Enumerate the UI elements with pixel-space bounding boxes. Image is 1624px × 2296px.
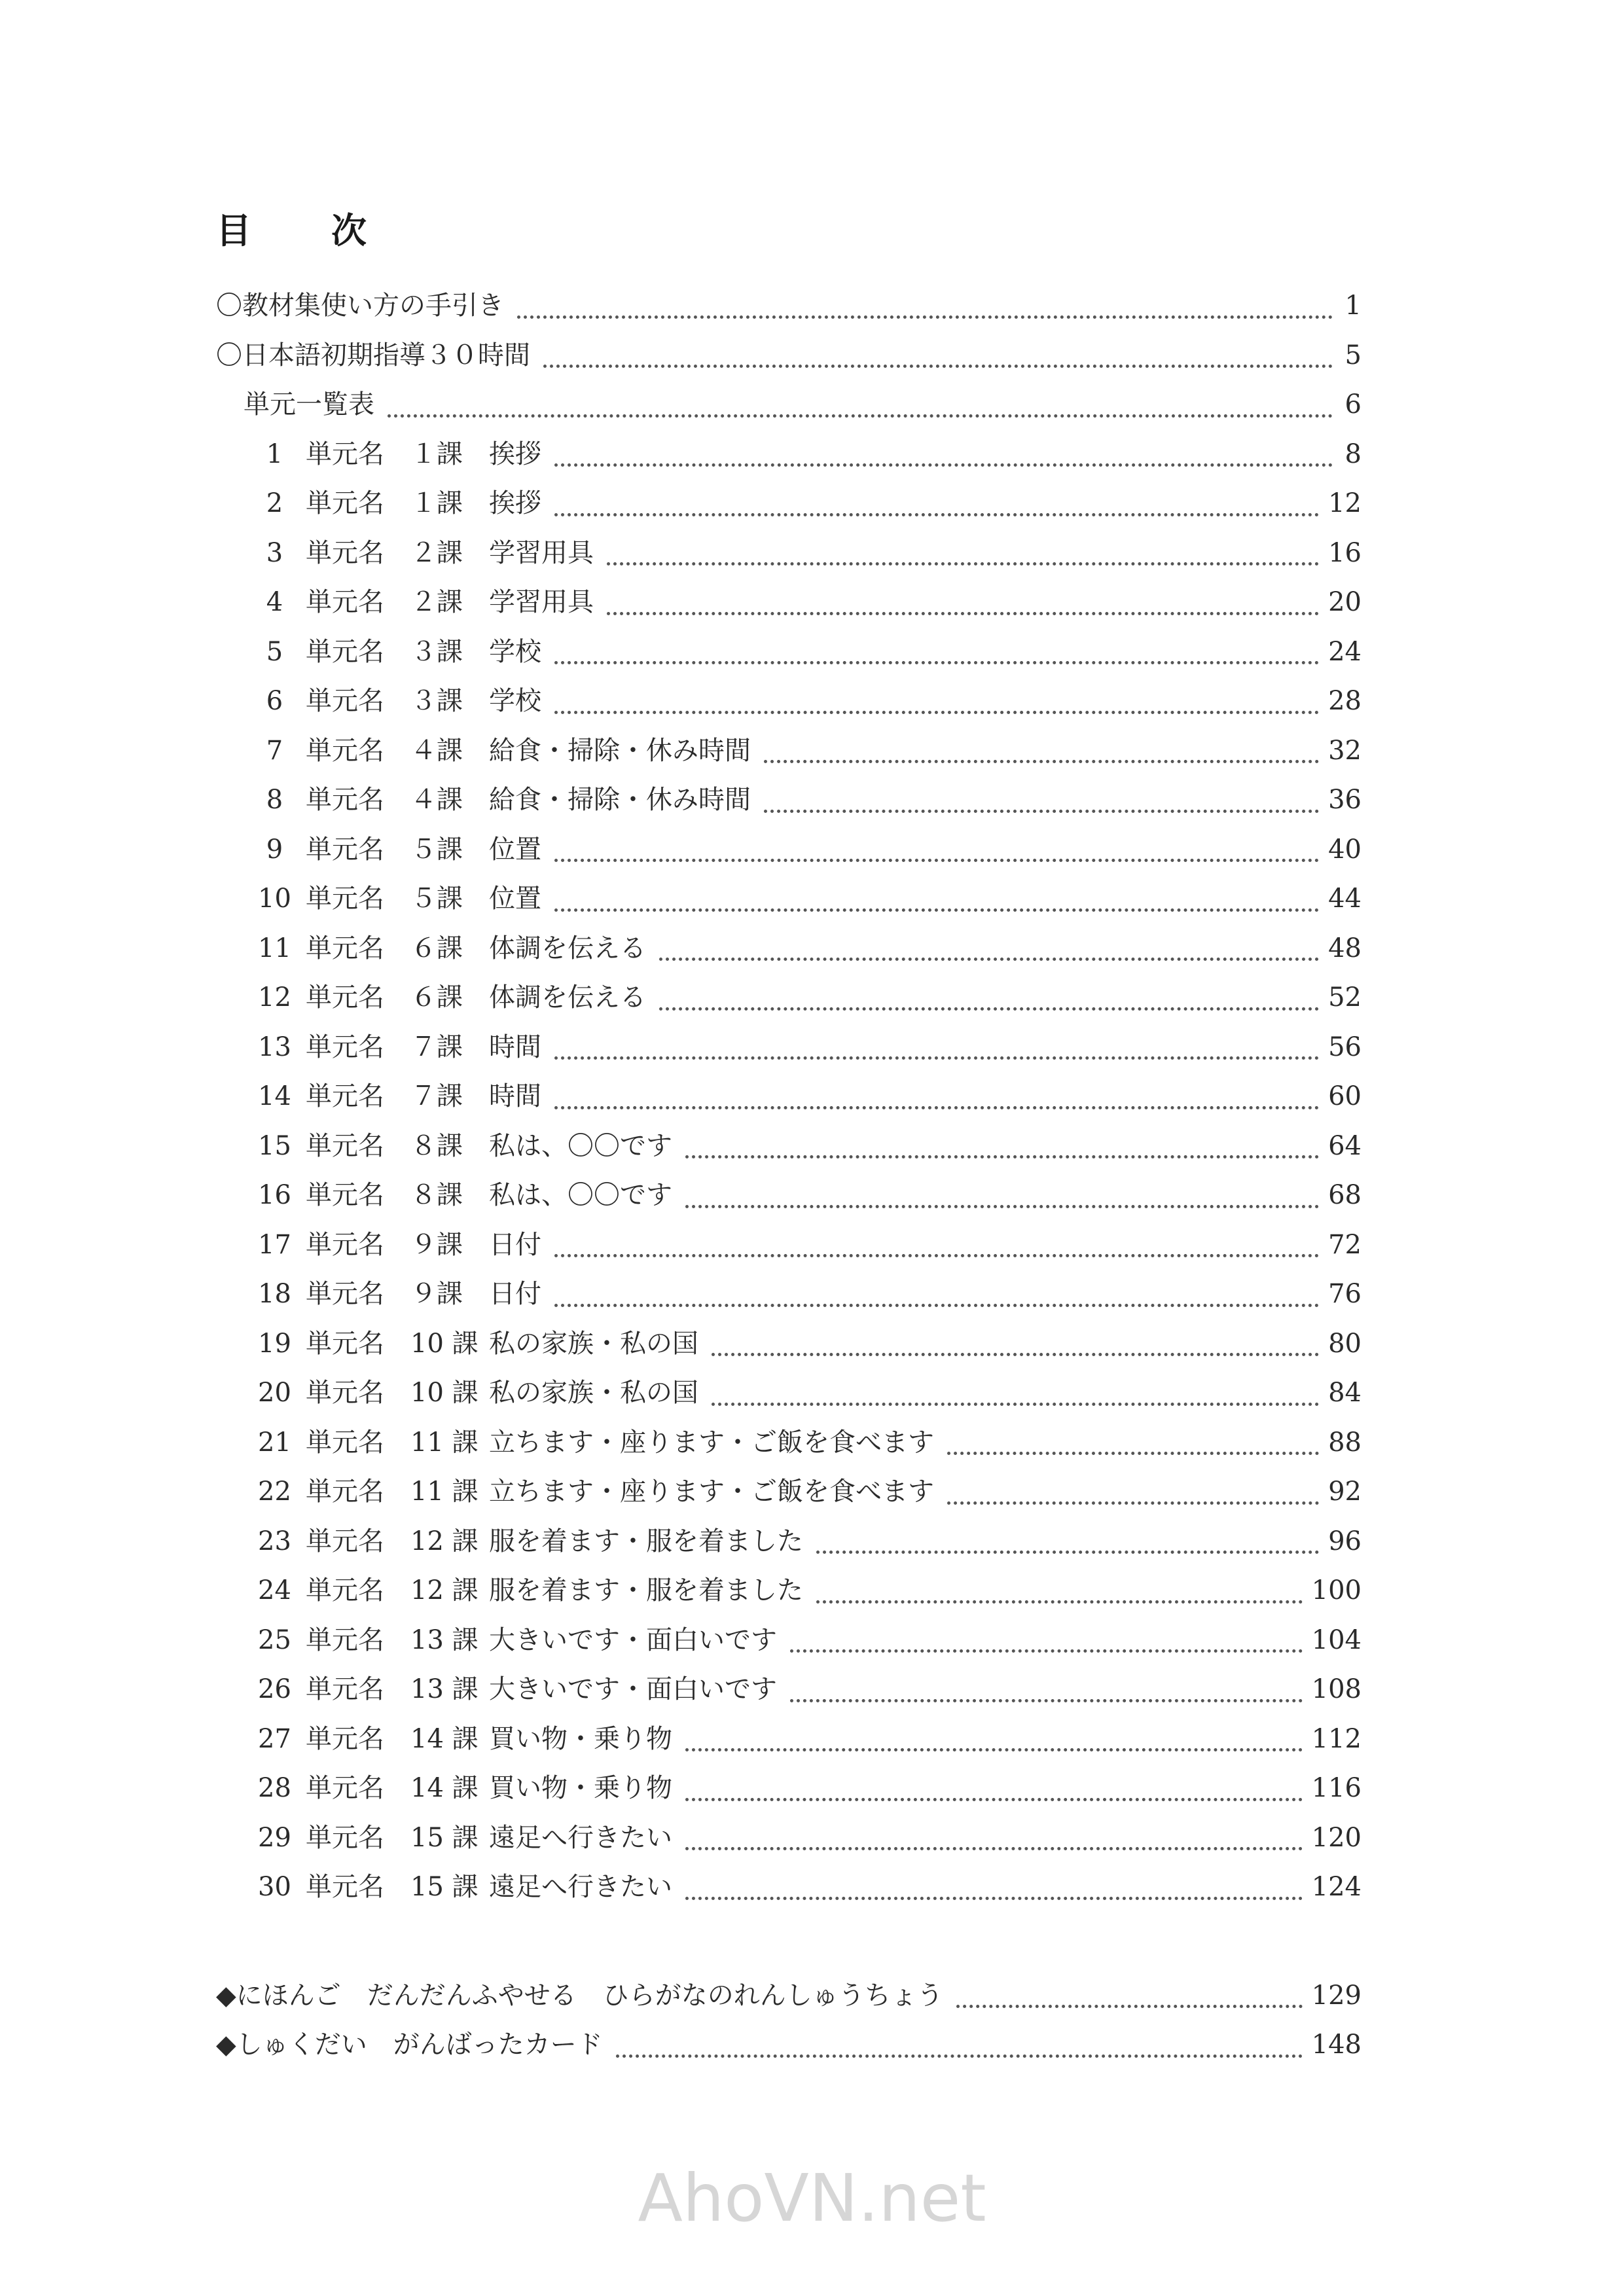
toc-page-number: 116	[1311, 1773, 1362, 1803]
lesson-label: 15 課	[410, 1872, 478, 1902]
watermark: AhoVN.net	[638, 2160, 986, 2236]
lesson-topic: 学習用具	[489, 537, 594, 568]
toc-entry-text: ◆にほんご だんだんふやせる ひらがなのれんしゅうちょう	[216, 1980, 943, 2011]
toc-page-number: 96	[1328, 1526, 1362, 1556]
toc-page-number: 88	[1328, 1427, 1362, 1458]
dot-leader	[685, 1798, 1303, 1801]
toc-page-number: 20	[1328, 587, 1362, 617]
lesson-label: ６課	[410, 933, 463, 963]
dot-leader	[764, 810, 1319, 813]
lesson-row[interactable]	[216, 1125, 1362, 1175]
toc-entry-homework-card[interactable]	[216, 2024, 1362, 2073]
toc-page-number: 12	[1328, 488, 1362, 518]
unit-label: 単元名	[306, 636, 384, 667]
lesson-topic: 服を着ます・服を着ました	[489, 1526, 803, 1556]
lesson-topic: 学校	[489, 636, 541, 667]
toc-page-number: 104	[1311, 1624, 1362, 1655]
toc-page-number: 129	[1311, 1980, 1362, 2011]
lesson-label: 11 課	[410, 1427, 478, 1458]
lesson-label: 10 課	[410, 1378, 478, 1408]
lesson-topic: 大きいです・面白いです	[489, 1624, 777, 1655]
lesson-list	[216, 433, 1362, 1916]
toc-page-number: 108	[1311, 1674, 1362, 1704]
dot-leader	[685, 1205, 1319, 1208]
lesson-number: 25	[258, 1624, 291, 1655]
lesson-label: ９課	[410, 1279, 463, 1309]
unit-label: 単元名	[306, 1180, 384, 1210]
lesson-number: 14	[258, 1081, 291, 1111]
lesson-number: 22	[258, 1477, 291, 1507]
lesson-topic: 立ちます・座ります・ご飯を食べます	[489, 1427, 934, 1458]
lesson-row[interactable]	[216, 1718, 1362, 1768]
lesson-topic: 位置	[489, 834, 541, 865]
unit-label: 単元名	[306, 1575, 384, 1605]
lesson-number: 4	[266, 587, 283, 617]
toc-page-number: 8	[1344, 439, 1362, 469]
lesson-topic: 位置	[489, 884, 541, 914]
dot-leader	[554, 513, 1319, 516]
lesson-label: ３課	[410, 686, 463, 716]
lesson-topic: 遠足へ行きたい	[489, 1872, 672, 1902]
lesson-row[interactable]	[216, 927, 1362, 977]
lesson-row[interactable]	[216, 482, 1362, 532]
toc-entry-text: ◆しゅくだい がんばったカード	[216, 2030, 603, 2060]
lesson-topic: 私は、〇〇です	[489, 1130, 672, 1161]
dot-leader	[956, 2005, 1303, 2008]
lesson-label: ５課	[410, 834, 463, 865]
toc-page-number: 120	[1311, 1822, 1362, 1853]
lesson-number: 8	[266, 785, 283, 815]
unit-label: 単元名	[306, 1773, 384, 1803]
lesson-number: 24	[258, 1575, 291, 1605]
toc-page-number: 28	[1328, 686, 1362, 716]
toc-page-number: 64	[1328, 1130, 1362, 1161]
lesson-number: 26	[258, 1674, 291, 1704]
toc-page-number: 72	[1328, 1229, 1362, 1260]
lesson-topic: 日付	[489, 1229, 541, 1260]
toc-page-number: 5	[1344, 340, 1362, 370]
lesson-number: 17	[258, 1229, 291, 1260]
lesson-label: ７課	[410, 1081, 463, 1111]
lesson-topic: 買い物・乗り物	[489, 1723, 672, 1754]
lesson-topic: 買い物・乗り物	[489, 1773, 672, 1803]
toc-entry-hiragana-workbook[interactable]	[216, 1975, 1362, 2024]
lesson-topic: 立ちます・座ります・ご飯を食べます	[489, 1477, 934, 1507]
lesson-row[interactable]	[216, 1224, 1362, 1274]
lesson-topic: 服を着ます・服を着ました	[489, 1575, 803, 1605]
lesson-number: 15	[258, 1130, 291, 1161]
lesson-label: ２課	[410, 587, 463, 617]
lesson-topic: 時間	[489, 1031, 541, 1062]
dot-leader	[659, 958, 1319, 961]
dot-leader	[685, 1847, 1303, 1850]
lesson-label: 13 課	[410, 1624, 478, 1655]
toc-page-number: 60	[1328, 1081, 1362, 1111]
dot-leader	[616, 2054, 1303, 2058]
lesson-topic: 私は、〇〇です	[489, 1180, 672, 1210]
lesson-topic: 遠足へ行きたい	[489, 1822, 672, 1853]
lesson-number: 28	[258, 1773, 291, 1803]
lesson-label: １課	[410, 488, 463, 518]
toc-page-number: 36	[1328, 785, 1362, 815]
toc-entry-text: 〇日本語初期指導３０時間	[216, 340, 530, 370]
dot-leader	[816, 1600, 1303, 1604]
lesson-row[interactable]	[216, 1323, 1362, 1372]
lesson-row[interactable]	[216, 1422, 1362, 1471]
table-of-contents	[216, 285, 1362, 2073]
toc-entry-text: 単元一覧表	[244, 389, 374, 420]
lesson-topic: 体調を伝える	[489, 982, 646, 1013]
toc-entry-text: 〇教材集使い方の手引き	[216, 291, 504, 321]
lesson-row[interactable]	[216, 1619, 1362, 1669]
lesson-number: 12	[258, 982, 291, 1013]
lesson-topic: 挨拶	[489, 488, 541, 518]
lesson-label: ５課	[410, 884, 463, 914]
page-title: 目 次	[216, 210, 389, 251]
unit-label: 単元名	[306, 982, 384, 1013]
lesson-number: 30	[258, 1872, 291, 1902]
unit-label: 単元名	[306, 1477, 384, 1507]
toc-entry-initial-guidance[interactable]	[216, 334, 1362, 384]
lesson-topic: 私の家族・私の国	[489, 1378, 698, 1408]
unit-label: 単元名	[306, 1229, 384, 1260]
unit-label: 単元名	[306, 933, 384, 963]
lesson-number: 9	[266, 834, 283, 865]
unit-label: 単元名	[306, 1130, 384, 1161]
toc-page-number: 76	[1328, 1279, 1362, 1309]
lesson-row[interactable]	[216, 1866, 1362, 1916]
unit-label: 単元名	[306, 1872, 384, 1902]
dot-leader	[947, 1501, 1319, 1505]
dot-leader	[712, 1403, 1319, 1406]
dot-leader	[685, 1155, 1319, 1158]
lesson-row[interactable]	[216, 1520, 1362, 1570]
lesson-number: 21	[258, 1427, 291, 1458]
lesson-label: 12 課	[410, 1526, 478, 1556]
lesson-row[interactable]	[216, 1273, 1362, 1323]
dot-leader	[554, 1304, 1319, 1307]
lesson-row[interactable]	[216, 1767, 1362, 1817]
dot-leader	[659, 1007, 1319, 1011]
unit-label: 単元名	[306, 1526, 384, 1556]
dot-leader	[543, 365, 1333, 368]
unit-label: 単元名	[306, 1723, 384, 1754]
toc-page-number: 148	[1311, 2030, 1362, 2060]
unit-label: 単元名	[306, 735, 384, 766]
lesson-row[interactable]	[216, 1174, 1362, 1224]
lesson-row[interactable]	[216, 1471, 1362, 1520]
unit-label: 単元名	[306, 785, 384, 815]
dot-leader	[554, 711, 1319, 714]
unit-label: 単元名	[306, 1674, 384, 1704]
dot-leader	[388, 414, 1333, 418]
toc-page-number: 112	[1311, 1723, 1362, 1754]
dot-leader	[607, 612, 1319, 615]
toc-page-number: 92	[1328, 1477, 1362, 1507]
toc-page-number: 44	[1328, 884, 1362, 914]
lesson-label: ４課	[410, 735, 463, 766]
toc-page-number: 84	[1328, 1378, 1362, 1408]
unit-label: 単元名	[306, 884, 384, 914]
unit-label: 単元名	[306, 686, 384, 716]
toc-entry-guide[interactable]	[216, 285, 1362, 334]
lesson-row[interactable]	[216, 1817, 1362, 1867]
toc-page-number: 16	[1328, 537, 1362, 568]
lesson-row[interactable]	[216, 532, 1362, 582]
unit-label: 単元名	[306, 488, 384, 518]
unit-label: 単元名	[306, 439, 384, 469]
toc-page-number: 6	[1344, 389, 1362, 420]
dot-leader	[554, 908, 1319, 912]
lesson-label: １課	[410, 439, 463, 469]
lesson-row[interactable]	[216, 779, 1362, 829]
unit-label: 単元名	[306, 1427, 384, 1458]
lesson-topic: 時間	[489, 1081, 541, 1111]
lesson-number: 11	[258, 933, 291, 963]
lesson-number: 7	[266, 735, 283, 766]
lesson-label: 10 課	[410, 1328, 478, 1359]
lesson-row[interactable]	[216, 680, 1362, 730]
lesson-number: 10	[258, 884, 291, 914]
toc-page-number: 40	[1328, 834, 1362, 865]
lesson-number: 3	[266, 537, 283, 568]
dot-leader	[947, 1452, 1319, 1455]
lesson-number: 23	[258, 1526, 291, 1556]
lesson-topic: 私の家族・私の国	[489, 1328, 698, 1359]
toc-page-number: 24	[1328, 636, 1362, 667]
lesson-number: 1	[266, 439, 283, 469]
lesson-row[interactable]	[216, 631, 1362, 681]
lesson-row[interactable]	[216, 1075, 1362, 1125]
lesson-row[interactable]	[216, 1570, 1362, 1619]
toc-page-number: 124	[1311, 1872, 1362, 1902]
unit-label: 単元名	[306, 1279, 384, 1309]
lesson-number: 5	[266, 636, 283, 667]
lesson-number: 27	[258, 1723, 291, 1754]
toc-page-number: 32	[1328, 735, 1362, 766]
lesson-label: ７課	[410, 1031, 463, 1062]
lesson-topic: 体調を伝える	[489, 933, 646, 963]
lesson-row[interactable]	[216, 1372, 1362, 1422]
lesson-label: ３課	[410, 636, 463, 667]
dot-leader	[554, 1056, 1319, 1060]
lesson-topic: 給食・掃除・休み時間	[489, 735, 751, 766]
lesson-number: 18	[258, 1279, 291, 1309]
lesson-topic: 学習用具	[489, 587, 594, 617]
toc-page-number: 48	[1328, 933, 1362, 963]
lesson-row[interactable]	[216, 1668, 1362, 1718]
dot-leader	[712, 1353, 1319, 1356]
lesson-label: 14 課	[410, 1723, 478, 1754]
unit-label: 単元名	[306, 1031, 384, 1062]
dot-leader	[790, 1699, 1303, 1702]
lesson-row[interactable]	[216, 1026, 1362, 1076]
lesson-row[interactable]	[216, 730, 1362, 780]
lesson-number: 29	[258, 1822, 291, 1853]
lesson-number: 13	[258, 1031, 291, 1062]
lesson-number: 16	[258, 1180, 291, 1210]
unit-label: 単元名	[306, 1624, 384, 1655]
lesson-row[interactable]	[216, 977, 1362, 1026]
unit-label: 単元名	[306, 1081, 384, 1111]
toc-entry-unit-overview[interactable]	[216, 384, 1362, 433]
lesson-label: 14 課	[410, 1773, 478, 1803]
toc-page-number: 100	[1311, 1575, 1362, 1605]
unit-label: 単元名	[306, 1328, 384, 1359]
dot-leader	[685, 1897, 1303, 1900]
lesson-topic: 挨拶	[489, 439, 541, 469]
toc-page-number: 56	[1328, 1031, 1362, 1062]
dot-leader	[554, 859, 1319, 862]
lesson-row[interactable]	[216, 581, 1362, 631]
lesson-topic: 学校	[489, 686, 541, 716]
lesson-row[interactable]	[216, 433, 1362, 483]
lesson-number: 6	[266, 686, 283, 716]
unit-label: 単元名	[306, 1378, 384, 1408]
lesson-label: ９課	[410, 1229, 463, 1260]
lesson-label: ２課	[410, 537, 463, 568]
dot-leader	[685, 1748, 1303, 1751]
dot-leader	[816, 1551, 1319, 1554]
toc-page-number: 80	[1328, 1328, 1362, 1359]
dot-leader	[764, 760, 1319, 763]
lesson-label: 11 課	[410, 1477, 478, 1507]
lesson-number: 2	[266, 488, 283, 518]
dot-leader	[554, 463, 1333, 467]
lesson-label: 15 課	[410, 1822, 478, 1853]
lesson-topic: 大きいです・面白いです	[489, 1674, 777, 1704]
lesson-number: 20	[258, 1378, 291, 1408]
lesson-label: ８課	[410, 1180, 463, 1210]
dot-leader	[554, 1106, 1319, 1109]
dot-leader	[554, 661, 1319, 664]
unit-label: 単元名	[306, 834, 384, 865]
toc-page-number: 52	[1328, 982, 1362, 1013]
dot-leader	[790, 1649, 1303, 1653]
dot-leader	[554, 1254, 1319, 1257]
dot-leader	[607, 562, 1319, 565]
lesson-topic: 日付	[489, 1279, 541, 1309]
lesson-label: ８課	[410, 1130, 463, 1161]
lesson-row[interactable]	[216, 878, 1362, 927]
toc-page-number: 1	[1344, 291, 1362, 321]
lesson-label: 13 課	[410, 1674, 478, 1704]
lesson-number: 19	[258, 1328, 291, 1359]
toc-page-number: 68	[1328, 1180, 1362, 1210]
lesson-row[interactable]	[216, 829, 1362, 878]
unit-label: 単元名	[306, 587, 384, 617]
dot-leader	[517, 315, 1333, 319]
lesson-label: ４課	[410, 785, 463, 815]
unit-label: 単元名	[306, 537, 384, 568]
unit-label: 単元名	[306, 1822, 384, 1853]
lesson-label: 12 課	[410, 1575, 478, 1605]
lesson-label: ６課	[410, 982, 463, 1013]
lesson-topic: 給食・掃除・休み時間	[489, 785, 751, 815]
